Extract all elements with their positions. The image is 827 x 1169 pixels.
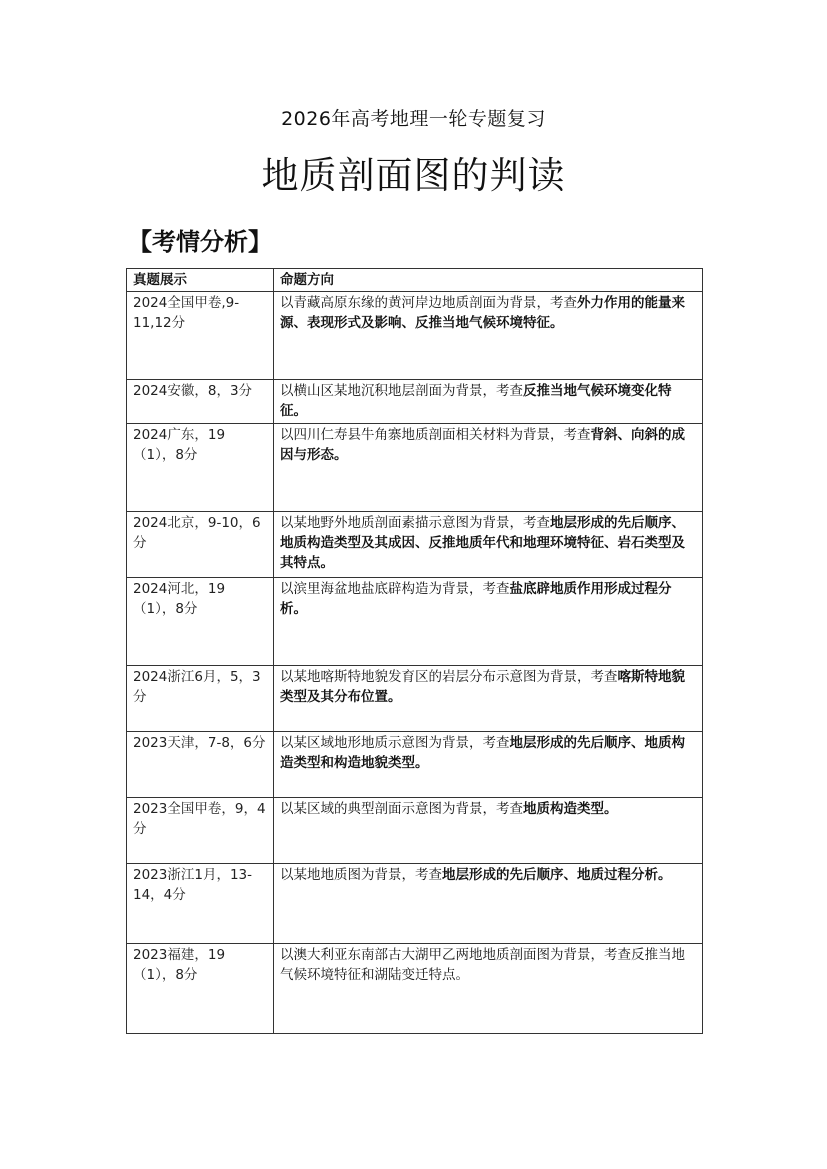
source-cell: 2024广东，19（1），8分 bbox=[127, 424, 274, 512]
direction-focus: 反推当地气候环境变化特征。 bbox=[280, 383, 672, 419]
direction-cell bbox=[274, 944, 703, 1034]
direction-cell bbox=[274, 512, 703, 578]
source-cell: 2024全国甲卷,9-11,12分 bbox=[127, 292, 274, 380]
table-row bbox=[127, 578, 703, 666]
direction-text: 以澳大利亚东南部古大湖甲乙两地地质剖面图为背景，考查反推当地气候环境特征和湖陆变迁特点。 bbox=[280, 947, 685, 983]
exam-analysis-table bbox=[126, 268, 703, 1034]
header-source: 真题展示 bbox=[127, 269, 274, 292]
direction-text: 以滨里海盆地盐底辟构造为背景，考查 bbox=[280, 581, 510, 597]
document-title: 地质剖面图的判读 bbox=[261, 154, 566, 197]
section-heading: 【考情分析】 bbox=[128, 228, 272, 256]
table-header-row bbox=[127, 269, 703, 292]
direction-cell bbox=[274, 732, 703, 798]
table-row bbox=[127, 944, 703, 1034]
direction-focus: 喀斯特地貌类型及其分布位置。 bbox=[280, 669, 685, 705]
source-cell: 2023全国甲卷，9，4分 bbox=[127, 798, 274, 864]
table-row bbox=[127, 380, 703, 424]
direction-cell bbox=[274, 292, 703, 380]
source-cell: 2024北京，9-10，6分 bbox=[127, 512, 274, 578]
direction-focus: 地层形成的先后顺序、地质构造类型及其成因、反推地质年代和地理环境特征、岩石类型及其特点。 bbox=[280, 515, 685, 571]
direction-focus: 外力作用的能量来源、表现形式及影响、反推当地气候环境特征。 bbox=[280, 295, 685, 331]
direction-text: 以某区域的典型剖面示意图为背景，考查 bbox=[280, 801, 523, 817]
direction-focus: 地层形成的先后顺序、地质构造类型和构造地貌类型。 bbox=[280, 735, 685, 771]
table-row bbox=[127, 292, 703, 380]
header-direction: 命题方向 bbox=[274, 269, 703, 292]
direction-text: 以某地野外地质剖面素描示意图为背景，考查 bbox=[280, 515, 550, 531]
direction-text: 以青藏高原东缘的黄河岸边地质剖面为背景，考查 bbox=[280, 295, 577, 311]
direction-focus: 地层形成的先后顺序、地质过程分析。 bbox=[442, 867, 672, 883]
table-row bbox=[127, 864, 703, 944]
table-row bbox=[127, 424, 703, 512]
table-row bbox=[127, 798, 703, 864]
direction-cell bbox=[274, 380, 703, 424]
direction-focus: 背斜、向斜的成因与形态。 bbox=[280, 427, 685, 463]
source-cell: 2024浙江6月，5，3分 bbox=[127, 666, 274, 732]
direction-text: 以某区域地形地质示意图为背景，考查 bbox=[280, 735, 510, 751]
table-row bbox=[127, 666, 703, 732]
source-cell: 2023天津，7-8，6分 bbox=[127, 732, 274, 798]
direction-cell bbox=[274, 424, 703, 512]
source-cell: 2024安徽，8，3分 bbox=[127, 380, 274, 424]
direction-cell bbox=[274, 798, 703, 864]
direction-text: 以某地地质图为背景，考查 bbox=[280, 867, 442, 883]
direction-text: 以横山区某地沉积地层剖面为背景，考查 bbox=[280, 383, 523, 399]
direction-focus: 地质构造类型。 bbox=[523, 801, 618, 817]
direction-text: 以某地喀斯特地貌发育区的岩层分布示意图为背景，考查 bbox=[280, 669, 618, 685]
table-row bbox=[127, 512, 703, 578]
direction-focus: 盐底辟地质作用形成过程分析。 bbox=[280, 581, 672, 617]
source-cell: 2024河北，19（1），8分 bbox=[127, 578, 274, 666]
direction-cell bbox=[274, 864, 703, 944]
direction-cell bbox=[274, 578, 703, 666]
source-cell: 2023浙江1月，13-14，4分 bbox=[127, 864, 274, 944]
table-row bbox=[127, 732, 703, 798]
direction-text: 以四川仁寿县牛角寨地质剖面相关材料为背景，考查 bbox=[280, 427, 591, 443]
document-subtitle: 2026年高考地理一轮专题复习 bbox=[281, 108, 546, 130]
direction-cell bbox=[274, 666, 703, 732]
source-cell: 2023福建，19（1），8分 bbox=[127, 944, 274, 1034]
